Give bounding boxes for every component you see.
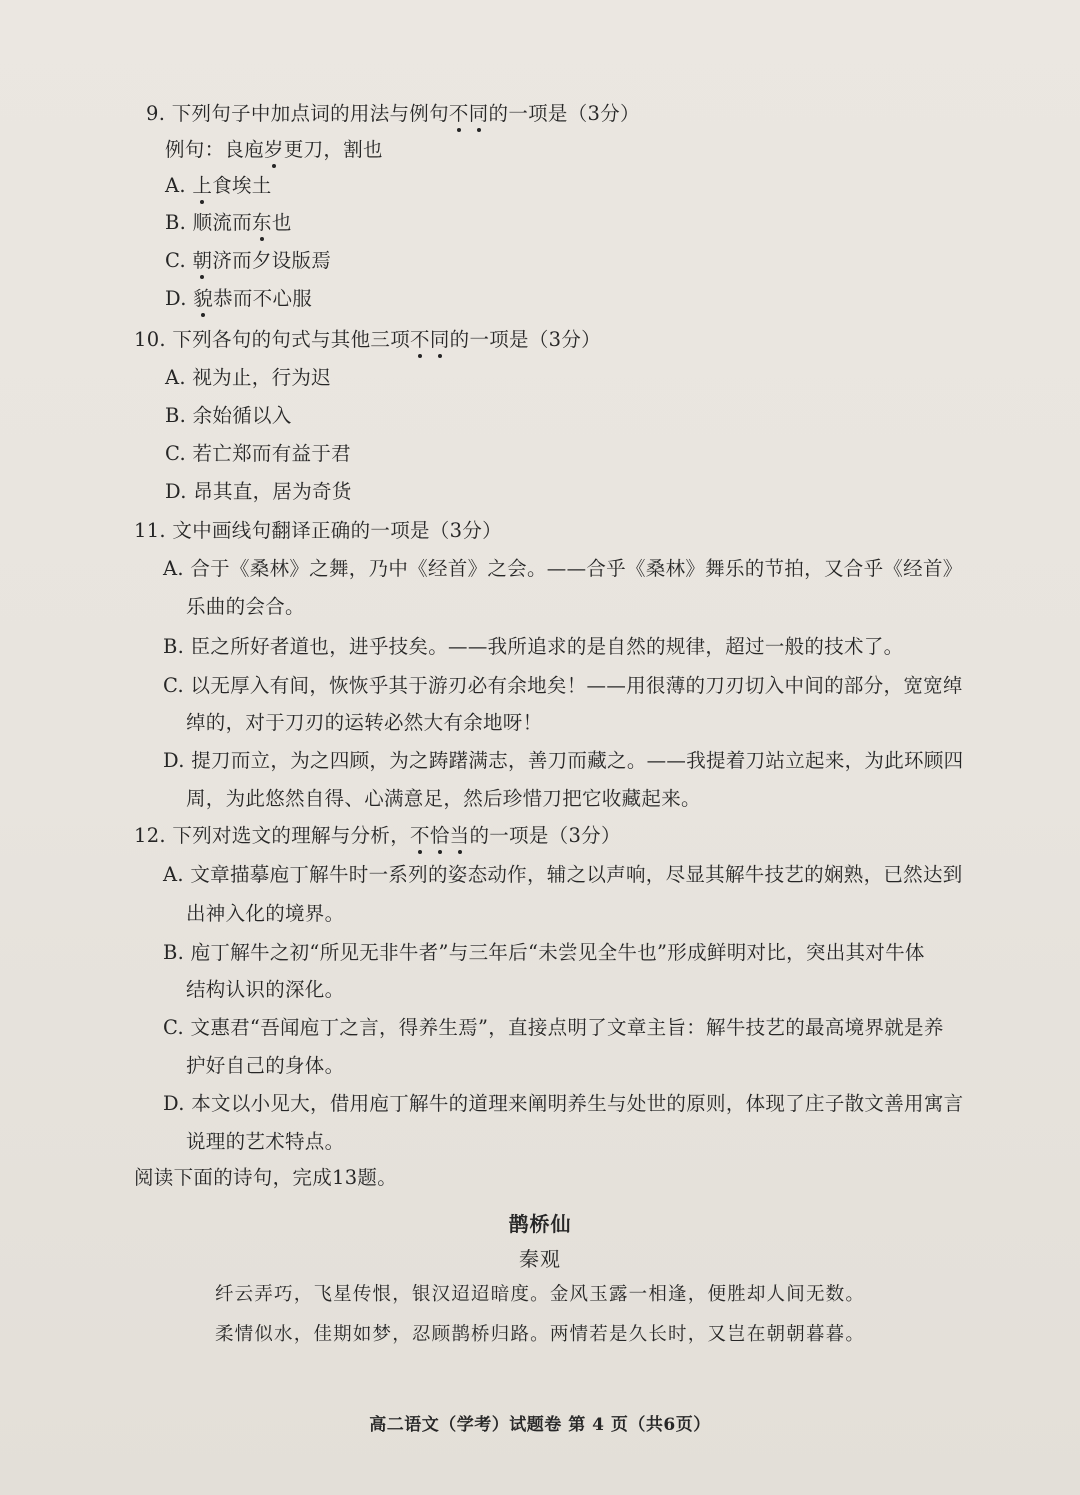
q12-option-a-line1: A. 文章描摹庖丁解牛时一系列的姿态动作，辅之以声响，尽显其解牛技艺的娴熟，已然达到	[163, 863, 963, 886]
q11-option-a-line1: A. 合于《桑林》之舞，乃中《经首》之会。——合乎《桑林》舞乐的节拍，又合乎《经首》	[163, 557, 963, 580]
q12-option-c-line2: 护好自己的身体。	[186, 1054, 345, 1077]
q11-option-d-line1: D. 提刀而立，为之四顾，为之踌躇满志，善刀而藏之。——我提着刀站立起来，为此环顾四	[163, 749, 964, 772]
q12-stem: 12. 下列对选文的理解与分析，不恰当的一项是（3分）	[134, 824, 621, 847]
reading-instruction: 阅读下面的诗句，完成13题。	[134, 1166, 398, 1189]
q12-option-d-line2: 说理的艺术特点。	[186, 1130, 345, 1153]
q11-option-c-line2: 绰的，对于刀刃的运转必然大有余地呀！	[186, 711, 543, 734]
q10-stem: 10. 下列各句的句式与其他三项不同的一项是（3分）	[134, 328, 601, 351]
q9-option-d: D. 貌恭而不心服	[165, 287, 313, 310]
poem-author: 秦观	[519, 1247, 561, 1271]
poem-line-1: 纤云弄巧，飞星传恨，银汉迢迢暗度。金风玉露一相逢，便胜却人间无数。	[214, 1284, 866, 1305]
q11-stem: 11. 文中画线句翻译正确的一项是（3分）	[134, 519, 502, 542]
q11-option-d-line2: 周，为此悠然自得、心满意足，然后珍惜刀把它收藏起来。	[186, 787, 701, 810]
q12-option-b-line2: 结构认识的深化。	[186, 978, 345, 1001]
q10-option-c: C. 若亡郑而有益于君	[165, 442, 351, 465]
q9-example: 例句：良庖岁更刀，割也	[165, 138, 383, 161]
q9-option-c: C. 朝济而夕设版焉	[165, 249, 332, 272]
q11-option-c-line1: C. 以无厚入有间，恢恢乎其于游刃必有余地矣！——用很薄的刀刃切入中间的部分，宽宽绰	[163, 674, 963, 697]
q11-option-a-line2: 乐曲的会合。	[186, 595, 305, 618]
q9-option-a: A. 上食埃土	[165, 174, 272, 197]
poem-title: 鹊桥仙	[508, 1212, 572, 1236]
poem-line-2: 柔情似水，佳期如梦，忍顾鹊桥归路。两情若是久长时，又岂在朝朝暮暮。	[214, 1324, 866, 1345]
q12-option-c-line1: C. 文惠君“吾闻庖丁之言，得养生焉”，直接点明了文章主旨：解牛技艺的最高境界就是养	[163, 1016, 944, 1039]
q12-option-b-line1: B. 庖丁解牛之初“所见无非牛者”与三年后“未尝见全牛也”形成鲜明对比，突出其对牛体	[163, 941, 925, 964]
q9-stem: 9. 下列句子中加点词的用法与例句不同的一项是（3分）	[146, 102, 640, 125]
q11-option-b-line1: B. 臣之所好者道也，进乎技矣。——我所追求的是自然的规律，超过一般的技术了。	[163, 635, 904, 658]
q10-option-a: A. 视为止，行为迟	[165, 366, 331, 389]
q10-option-d: D. 昂其直，居为奇货	[165, 480, 352, 503]
q10-option-b: B. 余始循以入	[165, 404, 292, 427]
page-footer: 高二语文（学考）试题卷 第 4 页（共6页）	[369, 1415, 711, 1435]
q12-option-d-line1: D. 本文以小见大，借用庖丁解牛的道理来阐明养生与处世的原则，体现了庄子散文善用寓言	[163, 1092, 964, 1115]
q12-option-a-line2: 出神入化的境界。	[186, 902, 345, 925]
q9-option-b: B. 顺流而东也	[165, 211, 292, 234]
